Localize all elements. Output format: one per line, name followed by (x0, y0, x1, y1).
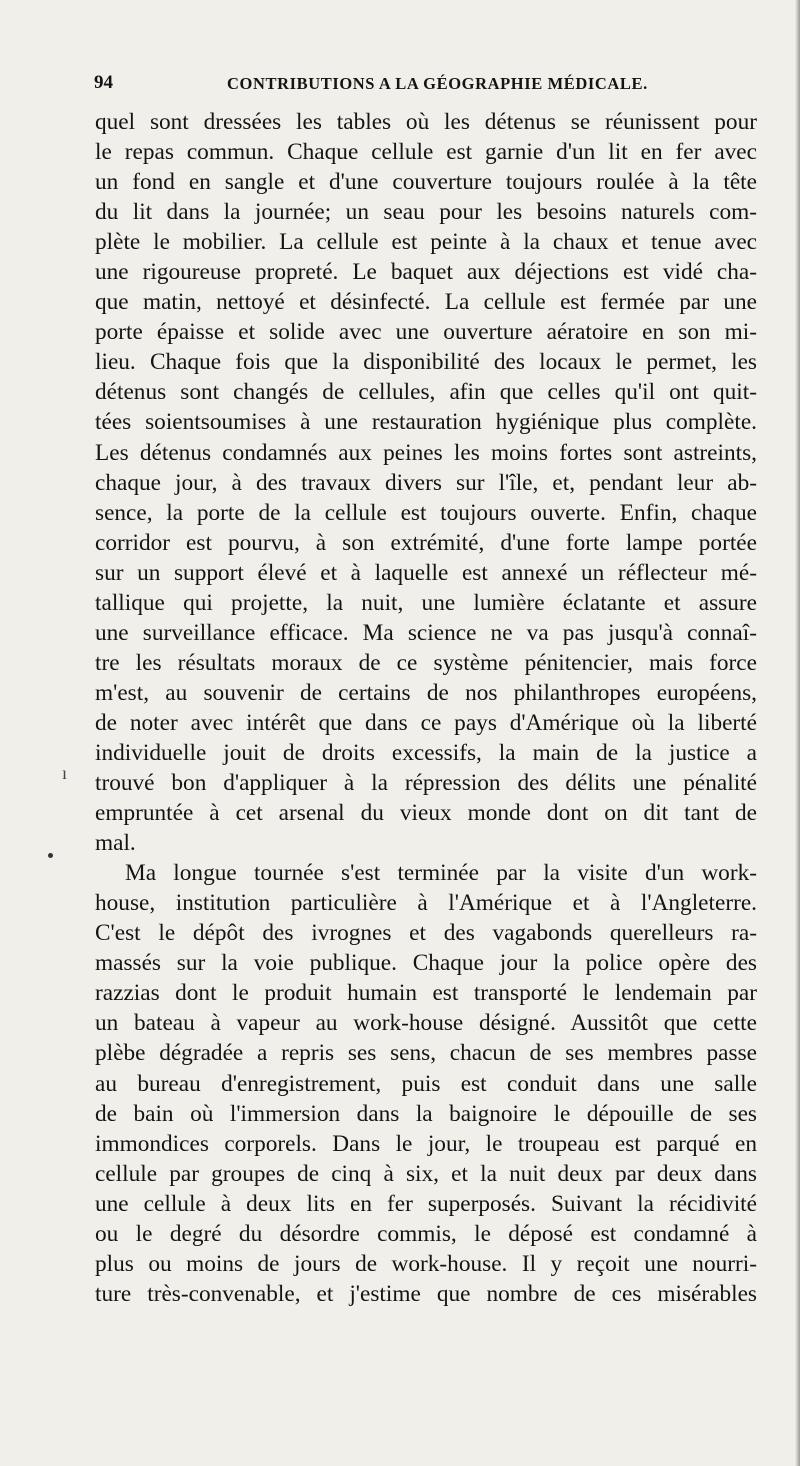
text-line: individuelle jouit de droits excessifs, la main de la justice a (95, 739, 757, 766)
text-line: détenus sont changés de cellules, afin que celles qu'il ont quit- (95, 379, 757, 406)
text-line: tre les résultats moraux de ce système pénitencier, mais force (95, 649, 757, 676)
margin-dot (48, 853, 53, 858)
text-line: sence, la porte de la cellule est toujours ouverte. Enfin, chaque (95, 499, 757, 526)
text-line: chaque jour, à des travaux divers sur l'île, et, pendant leur ab- (95, 469, 757, 496)
text-line: tées soientsoumises à une restauration hygiénique plus complète. (95, 409, 757, 436)
page-number: 94 (94, 72, 113, 93)
text-line: tallique qui projette, la nuit, une lumière éclatante et assure (95, 589, 757, 616)
text-line: le repas commun. Chaque cellule est garnie d'un lit en fer avec (95, 139, 757, 166)
text-line: ture très-convenable, et j'estime que nombre de ces misérables (95, 1280, 757, 1307)
text-line: corridor est pourvu, à son extrémité, d'une forte lampe portée (95, 529, 757, 556)
text-line: lieu. Chaque fois que la disponibilité des locaux le permet, les (95, 349, 757, 376)
text-line: plète le mobilier. La cellule est peinte à la chaux et tenue avec (95, 229, 757, 256)
text-line: plus ou moins de jours de work-house. Il y reçoit une nourri- (95, 1250, 757, 1277)
text-line: trouvé bon d'appliquer à la répression des délits une pénalité (95, 770, 757, 797)
text-line: de bain où l'immersion dans la baignoire le dépouille de ses (95, 1100, 757, 1127)
text-line: une rigoureuse propreté. Le baquet aux déjections est vidé cha- (95, 259, 757, 286)
text-line: une surveillance efficace. Ma science ne va pas jusqu'à connaî- (95, 619, 757, 646)
text-line: C'est le dépôt des ivrognes et des vagabonds querelleurs ra- (95, 920, 757, 947)
text-line: sur un support élevé et à laquelle est annexé un réflecteur mé- (95, 559, 757, 586)
body-text (95, 107, 757, 1309)
text-line: m'est, au souvenir de certains de nos philanthropes européens, (95, 679, 757, 706)
text-line: empruntée à cet arsenal du vieux monde dont on dit tant de (95, 800, 757, 827)
text-line: house, institution particulière à l'Amérique et à l'Angleterre. (95, 890, 757, 917)
text-line: cellule par groupes de cinq à six, et la nuit deux par deux dans (95, 1160, 757, 1187)
paragraph-start-line: Ma longue tournée s'est terminée par la visite d'un work- (125, 860, 757, 887)
text-line: un bateau à vapeur au work-house désigné. Aussitôt que cette (95, 1010, 757, 1037)
margin-mark: ı (62, 763, 68, 783)
page-header (94, 70, 686, 104)
text-line: au bureau d'enregistrement, puis est conduit dans une salle (95, 1070, 757, 1097)
text-line: immondices corporels. Dans le jour, le troupeau est parqué en (95, 1130, 757, 1157)
text-line: massés sur la voie publique. Chaque jour la police opère des (95, 950, 757, 977)
text-line: quel sont dressées les tables où les détenus se réunissent pour (95, 109, 757, 135)
paragraph-end-line: mal. (95, 830, 136, 857)
text-line: ou le degré du désordre commis, le déposé est condamné à (95, 1220, 757, 1247)
running-title: CONTRIBUTIONS A LA GÉOGRAPHIE MÉDICALE. (227, 74, 648, 93)
text-line: razzias dont le produit humain est transporté le lendemain par (95, 980, 757, 1007)
text-line: plèbe dégradée a repris ses sens, chacun de ses membres passe (95, 1040, 757, 1067)
text-line: du lit dans la journée; un seau pour les besoins naturels com- (95, 199, 757, 226)
text-line: un fond en sangle et d'une couverture toujours roulée à la tête (95, 169, 757, 196)
text-line: que matin, nettoyé et désinfecté. La cellule est fermée par une (95, 289, 757, 316)
text-line: Les détenus condamnés aux peines les moins fortes sont astreints, (95, 439, 757, 466)
page-edge-shadow (795, 0, 800, 1466)
text-line: porte épaisse et solide avec une ouverture aératoire en son mi- (95, 319, 757, 346)
text-line: une cellule à deux lits en fer superposés. Suivant la récidivité (95, 1190, 757, 1217)
text-line: de noter avec intérêt que dans ce pays d'Amérique où la liberté (95, 709, 757, 736)
